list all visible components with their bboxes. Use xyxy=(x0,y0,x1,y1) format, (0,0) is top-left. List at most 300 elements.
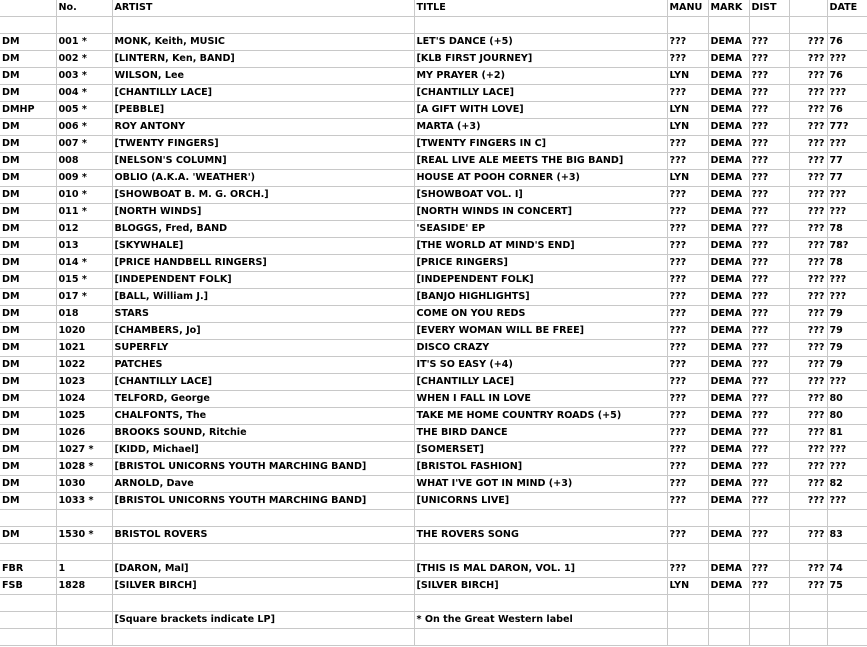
date-cell: 76 xyxy=(827,68,867,85)
dist-code-cell: ??? xyxy=(789,323,827,340)
header-manu: MANU xyxy=(667,0,708,17)
title-cell: THE BIRD DANCE xyxy=(414,425,667,442)
title-cell: [INDEPENDENT FOLK] xyxy=(414,272,667,289)
artist-cell: ROY ANTONY xyxy=(112,119,414,136)
date-cell: 82 xyxy=(827,476,867,493)
mark-cell: DEMA xyxy=(708,153,749,170)
title-cell: WHAT I'VE GOT IN MIND (+3) xyxy=(414,476,667,493)
artist-cell: [BALL, William J.] xyxy=(112,289,414,306)
dist-cell: ??? xyxy=(749,476,789,493)
manu-cell: ??? xyxy=(667,374,708,391)
date-cell: ??? xyxy=(827,51,867,68)
table-row xyxy=(0,357,867,374)
date-cell: ??? xyxy=(827,136,867,153)
artist-cell: WILSON, Lee xyxy=(112,68,414,85)
prefix-cell: DM xyxy=(0,459,56,476)
artist-cell xyxy=(112,595,414,612)
dist-code-cell: ??? xyxy=(789,272,827,289)
dist-code-cell: ??? xyxy=(789,170,827,187)
dist-code-cell: ??? xyxy=(789,255,827,272)
mark-cell: DEMA xyxy=(708,306,749,323)
date-cell: 76 xyxy=(827,102,867,119)
date-cell: 79 xyxy=(827,306,867,323)
table-row xyxy=(0,51,867,68)
number-cell xyxy=(56,510,112,527)
manu-cell xyxy=(667,595,708,612)
table-row xyxy=(0,391,867,408)
header-blank xyxy=(789,0,827,17)
prefix-cell: DMHP xyxy=(0,102,56,119)
date-cell: ??? xyxy=(827,442,867,459)
prefix-cell: DM xyxy=(0,476,56,493)
dist-code-cell: ??? xyxy=(789,68,827,85)
dist-code-cell xyxy=(789,595,827,612)
title-cell: MARTA (+3) xyxy=(414,119,667,136)
manu-cell: ??? xyxy=(667,561,708,578)
mark-cell: DEMA xyxy=(708,289,749,306)
artist-cell: BLOGGS, Fred, BAND xyxy=(112,221,414,238)
date-cell: 81 xyxy=(827,425,867,442)
dist-cell: ??? xyxy=(749,68,789,85)
manu-cell xyxy=(667,629,708,646)
artist-cell: [CHANTILLY LACE] xyxy=(112,85,414,102)
manu-cell: ??? xyxy=(667,340,708,357)
dist-cell: ??? xyxy=(749,408,789,425)
table-row xyxy=(0,170,867,187)
header-row xyxy=(0,0,867,17)
prefix-cell: DM xyxy=(0,170,56,187)
title-cell xyxy=(414,544,667,561)
date-cell: 78? xyxy=(827,238,867,255)
table-row xyxy=(0,17,867,34)
manu-cell: ??? xyxy=(667,357,708,374)
manu-cell: LYN xyxy=(667,578,708,595)
prefix-cell: DM xyxy=(0,527,56,544)
title-cell: [THE WORLD AT MIND'S END] xyxy=(414,238,667,255)
prefix-cell: DM xyxy=(0,391,56,408)
title-cell: HOUSE AT POOH CORNER (+3) xyxy=(414,170,667,187)
prefix-cell: DM xyxy=(0,136,56,153)
title-cell: [PRICE RINGERS] xyxy=(414,255,667,272)
artist-cell: [TWENTY FINGERS] xyxy=(112,136,414,153)
dist-cell: ??? xyxy=(749,221,789,238)
dist-cell: ??? xyxy=(749,527,789,544)
prefix-cell: DM xyxy=(0,323,56,340)
number-cell: 1022 xyxy=(56,357,112,374)
artist-cell xyxy=(112,510,414,527)
mark-cell: DEMA xyxy=(708,187,749,204)
header-dist: DIST xyxy=(749,0,789,17)
date-cell xyxy=(827,544,867,561)
title-cell xyxy=(414,595,667,612)
title-cell: [EVERY WOMAN WILL BE FREE] xyxy=(414,323,667,340)
title-cell: [TWENTY FINGERS IN C] xyxy=(414,136,667,153)
prefix-cell: DM xyxy=(0,408,56,425)
title-cell: DISCO CRAZY xyxy=(414,340,667,357)
dist-code-cell xyxy=(789,612,827,629)
manu-cell: ??? xyxy=(667,391,708,408)
dist-cell: ??? xyxy=(749,561,789,578)
number-cell: 003 * xyxy=(56,68,112,85)
manu-cell: LYN xyxy=(667,68,708,85)
prefix-cell: DM xyxy=(0,85,56,102)
prefix-cell xyxy=(0,629,56,646)
manu-cell: ??? xyxy=(667,289,708,306)
manu-cell: ??? xyxy=(667,459,708,476)
table-row xyxy=(0,187,867,204)
date-cell xyxy=(827,629,867,646)
mark-cell: DEMA xyxy=(708,51,749,68)
table-row xyxy=(0,493,867,510)
dist-code-cell xyxy=(789,510,827,527)
date-cell: ??? xyxy=(827,204,867,221)
table-row xyxy=(0,629,867,646)
table-row xyxy=(0,272,867,289)
table-row xyxy=(0,119,867,136)
number-cell: 018 xyxy=(56,306,112,323)
manu-cell: ??? xyxy=(667,85,708,102)
number-cell: 1023 xyxy=(56,374,112,391)
table-row xyxy=(0,459,867,476)
table-row xyxy=(0,425,867,442)
date-cell: 77 xyxy=(827,153,867,170)
prefix-cell: FSB xyxy=(0,578,56,595)
table-row xyxy=(0,544,867,561)
table-row xyxy=(0,476,867,493)
header-number: No. xyxy=(56,0,112,17)
table-row xyxy=(0,374,867,391)
manu-cell xyxy=(667,544,708,561)
date-cell: 79 xyxy=(827,357,867,374)
manu-cell: ??? xyxy=(667,272,708,289)
artist-cell: ARNOLD, Dave xyxy=(112,476,414,493)
table-row xyxy=(0,323,867,340)
title-cell: [KLB FIRST JOURNEY] xyxy=(414,51,667,68)
dist-cell xyxy=(749,629,789,646)
artist-cell: CHALFONTS, The xyxy=(112,408,414,425)
dist-cell: ??? xyxy=(749,493,789,510)
manu-cell: ??? xyxy=(667,476,708,493)
number-cell: 1033 * xyxy=(56,493,112,510)
manu-cell: ??? xyxy=(667,425,708,442)
dist-cell: ??? xyxy=(749,391,789,408)
dist-code-cell: ??? xyxy=(789,493,827,510)
manu-cell: ??? xyxy=(667,323,708,340)
artist-cell: [INDEPENDENT FOLK] xyxy=(112,272,414,289)
artist-cell: [NELSON'S COLUMN] xyxy=(112,153,414,170)
dist-cell: ??? xyxy=(749,136,789,153)
date-cell: 76 xyxy=(827,34,867,51)
number-cell: 014 * xyxy=(56,255,112,272)
artist-cell: [Square brackets indicate LP] xyxy=(112,612,414,629)
table-row xyxy=(0,102,867,119)
table-row xyxy=(0,221,867,238)
manu-cell xyxy=(667,612,708,629)
dist-code-cell: ??? xyxy=(789,578,827,595)
date-cell: 77? xyxy=(827,119,867,136)
mark-cell: DEMA xyxy=(708,136,749,153)
table-row xyxy=(0,527,867,544)
mark-cell xyxy=(708,629,749,646)
mark-cell: DEMA xyxy=(708,170,749,187)
prefix-cell: DM xyxy=(0,306,56,323)
dist-cell: ??? xyxy=(749,374,789,391)
artist-cell: BROOKS SOUND, Ritchie xyxy=(112,425,414,442)
title-cell: 'SEASIDE' EP xyxy=(414,221,667,238)
number-cell: 010 * xyxy=(56,187,112,204)
table-row xyxy=(0,204,867,221)
dist-cell: ??? xyxy=(749,34,789,51)
prefix-cell: DM xyxy=(0,68,56,85)
prefix-cell: DM xyxy=(0,289,56,306)
dist-cell: ??? xyxy=(749,323,789,340)
dist-code-cell: ??? xyxy=(789,204,827,221)
dist-code-cell: ??? xyxy=(789,136,827,153)
table-row xyxy=(0,442,867,459)
date-cell: 79 xyxy=(827,323,867,340)
dist-cell: ??? xyxy=(749,357,789,374)
dist-code-cell: ??? xyxy=(789,425,827,442)
number-cell: 004 * xyxy=(56,85,112,102)
table-row xyxy=(0,34,867,51)
prefix-cell: DM xyxy=(0,272,56,289)
artist-cell: [CHANTILLY LACE] xyxy=(112,374,414,391)
dist-cell: ??? xyxy=(749,425,789,442)
prefix-cell: DM xyxy=(0,442,56,459)
title-cell: [SOMERSET] xyxy=(414,442,667,459)
table-row xyxy=(0,306,867,323)
mark-cell: DEMA xyxy=(708,34,749,51)
header-artist: ARTIST xyxy=(112,0,414,17)
title-cell: [BANJO HIGHLIGHTS] xyxy=(414,289,667,306)
prefix-cell: DM xyxy=(0,357,56,374)
table-row xyxy=(0,612,867,629)
manu-cell: ??? xyxy=(667,221,708,238)
number-cell xyxy=(56,629,112,646)
manu-cell: ??? xyxy=(667,153,708,170)
prefix-cell: DM xyxy=(0,34,56,51)
dist-cell: ??? xyxy=(749,51,789,68)
header-prefix xyxy=(0,0,56,17)
mark-cell: DEMA xyxy=(708,425,749,442)
title-cell: [SILVER BIRCH] xyxy=(414,578,667,595)
prefix-cell xyxy=(0,544,56,561)
header-title: TITLE xyxy=(414,0,667,17)
mark-cell xyxy=(708,544,749,561)
prefix-cell: DM xyxy=(0,255,56,272)
dist-cell: ??? xyxy=(749,578,789,595)
dist-code-cell: ??? xyxy=(789,374,827,391)
dist-cell: ??? xyxy=(749,153,789,170)
number-cell: 1027 * xyxy=(56,442,112,459)
manu-cell: LYN xyxy=(667,119,708,136)
date-cell xyxy=(827,595,867,612)
dist-code-cell: ??? xyxy=(789,51,827,68)
dist-cell xyxy=(749,17,789,34)
date-cell: 79 xyxy=(827,340,867,357)
title-cell: [NORTH WINDS IN CONCERT] xyxy=(414,204,667,221)
dist-cell: ??? xyxy=(749,170,789,187)
manu-cell xyxy=(667,17,708,34)
prefix-cell: DM xyxy=(0,153,56,170)
title-cell: IT'S SO EASY (+4) xyxy=(414,357,667,374)
prefix-cell: DM xyxy=(0,221,56,238)
manu-cell: ??? xyxy=(667,187,708,204)
artist-cell xyxy=(112,629,414,646)
artist-cell: [NORTH WINDS] xyxy=(112,204,414,221)
title-cell: [CHANTILLY LACE] xyxy=(414,85,667,102)
table-row xyxy=(0,238,867,255)
date-cell: ??? xyxy=(827,187,867,204)
number-cell: 006 * xyxy=(56,119,112,136)
dist-cell xyxy=(749,510,789,527)
table-row xyxy=(0,68,867,85)
prefix-cell: DM xyxy=(0,238,56,255)
table-row xyxy=(0,136,867,153)
number-cell: 013 xyxy=(56,238,112,255)
artist-cell: [PEBBLE] xyxy=(112,102,414,119)
mark-cell: DEMA xyxy=(708,272,749,289)
date-cell: ??? xyxy=(827,272,867,289)
dist-code-cell: ??? xyxy=(789,340,827,357)
dist-cell: ??? xyxy=(749,459,789,476)
prefix-cell: DM xyxy=(0,187,56,204)
number-cell: 1530 * xyxy=(56,527,112,544)
number-cell: 1025 xyxy=(56,408,112,425)
dist-code-cell: ??? xyxy=(789,289,827,306)
manu-cell: ??? xyxy=(667,51,708,68)
mark-cell: DEMA xyxy=(708,340,749,357)
table-row xyxy=(0,340,867,357)
mark-cell xyxy=(708,510,749,527)
artist-cell: [LINTERN, Ken, BAND] xyxy=(112,51,414,68)
prefix-cell: DM xyxy=(0,374,56,391)
manu-cell: ??? xyxy=(667,255,708,272)
title-cell: [SHOWBOAT VOL. I] xyxy=(414,187,667,204)
date-cell: ??? xyxy=(827,374,867,391)
number-cell: 1030 xyxy=(56,476,112,493)
mark-cell: DEMA xyxy=(708,442,749,459)
artist-cell: [BRISTOL UNICORNS YOUTH MARCHING BAND] xyxy=(112,459,414,476)
number-cell xyxy=(56,544,112,561)
artist-cell: STARS xyxy=(112,306,414,323)
number-cell: 1028 * xyxy=(56,459,112,476)
number-cell xyxy=(56,595,112,612)
prefix-cell xyxy=(0,612,56,629)
date-cell: 78 xyxy=(827,221,867,238)
title-cell: WHEN I FALL IN LOVE xyxy=(414,391,667,408)
manu-cell: ??? xyxy=(667,527,708,544)
title-cell: * On the Great Western label xyxy=(414,612,667,629)
dist-cell: ??? xyxy=(749,102,789,119)
date-cell: ??? xyxy=(827,493,867,510)
title-cell xyxy=(414,629,667,646)
mark-cell: DEMA xyxy=(708,204,749,221)
prefix-cell: FBR xyxy=(0,561,56,578)
number-cell xyxy=(56,612,112,629)
mark-cell: DEMA xyxy=(708,374,749,391)
number-cell: 1020 xyxy=(56,323,112,340)
manu-cell: LYN xyxy=(667,102,708,119)
artist-cell xyxy=(112,17,414,34)
artist-cell xyxy=(112,544,414,561)
dist-code-cell: ??? xyxy=(789,391,827,408)
table-row xyxy=(0,153,867,170)
date-cell xyxy=(827,612,867,629)
manu-cell: ??? xyxy=(667,204,708,221)
dist-code-cell xyxy=(789,17,827,34)
prefix-cell: DM xyxy=(0,119,56,136)
date-cell: 80 xyxy=(827,408,867,425)
mark-cell: DEMA xyxy=(708,85,749,102)
dist-code-cell: ??? xyxy=(789,306,827,323)
artist-cell: MONK, Keith, MUSIC xyxy=(112,34,414,51)
dist-code-cell: ??? xyxy=(789,119,827,136)
prefix-cell xyxy=(0,17,56,34)
dist-cell: ??? xyxy=(749,119,789,136)
table-row xyxy=(0,561,867,578)
date-cell: 80 xyxy=(827,391,867,408)
title-cell xyxy=(414,17,667,34)
manu-cell: LYN xyxy=(667,170,708,187)
dist-cell xyxy=(749,595,789,612)
mark-cell: DEMA xyxy=(708,102,749,119)
prefix-cell: DM xyxy=(0,340,56,357)
mark-cell: DEMA xyxy=(708,255,749,272)
dist-code-cell: ??? xyxy=(789,221,827,238)
date-cell: ??? xyxy=(827,85,867,102)
mark-cell: DEMA xyxy=(708,476,749,493)
dist-code-cell: ??? xyxy=(789,561,827,578)
dist-cell: ??? xyxy=(749,442,789,459)
dist-cell: ??? xyxy=(749,187,789,204)
mark-cell: DEMA xyxy=(708,68,749,85)
number-cell: 007 * xyxy=(56,136,112,153)
mark-cell: DEMA xyxy=(708,493,749,510)
artist-cell: OBLIO (A.K.A. 'WEATHER') xyxy=(112,170,414,187)
mark-cell xyxy=(708,612,749,629)
table-row xyxy=(0,255,867,272)
title-cell: [A GIFT WITH LOVE] xyxy=(414,102,667,119)
prefix-cell: DM xyxy=(0,204,56,221)
prefix-cell: DM xyxy=(0,425,56,442)
mark-cell: DEMA xyxy=(708,459,749,476)
table-row xyxy=(0,510,867,527)
mark-cell: DEMA xyxy=(708,578,749,595)
artist-cell: PATCHES xyxy=(112,357,414,374)
dist-code-cell: ??? xyxy=(789,442,827,459)
dist-cell: ??? xyxy=(749,238,789,255)
dist-cell: ??? xyxy=(749,85,789,102)
dist-code-cell: ??? xyxy=(789,153,827,170)
number-cell: 1024 xyxy=(56,391,112,408)
dist-code-cell: ??? xyxy=(789,527,827,544)
number-cell: 1026 xyxy=(56,425,112,442)
table-row xyxy=(0,85,867,102)
dist-code-cell: ??? xyxy=(789,459,827,476)
title-cell: [BRISTOL FASHION] xyxy=(414,459,667,476)
dist-code-cell: ??? xyxy=(789,408,827,425)
dist-cell xyxy=(749,612,789,629)
manu-cell xyxy=(667,510,708,527)
artist-cell: [SHOWBOAT B. M. G. ORCH.] xyxy=(112,187,414,204)
number-cell: 017 * xyxy=(56,289,112,306)
number-cell: 1828 xyxy=(56,578,112,595)
title-cell xyxy=(414,510,667,527)
dist-cell: ??? xyxy=(749,204,789,221)
prefix-cell xyxy=(0,595,56,612)
table-row xyxy=(0,408,867,425)
